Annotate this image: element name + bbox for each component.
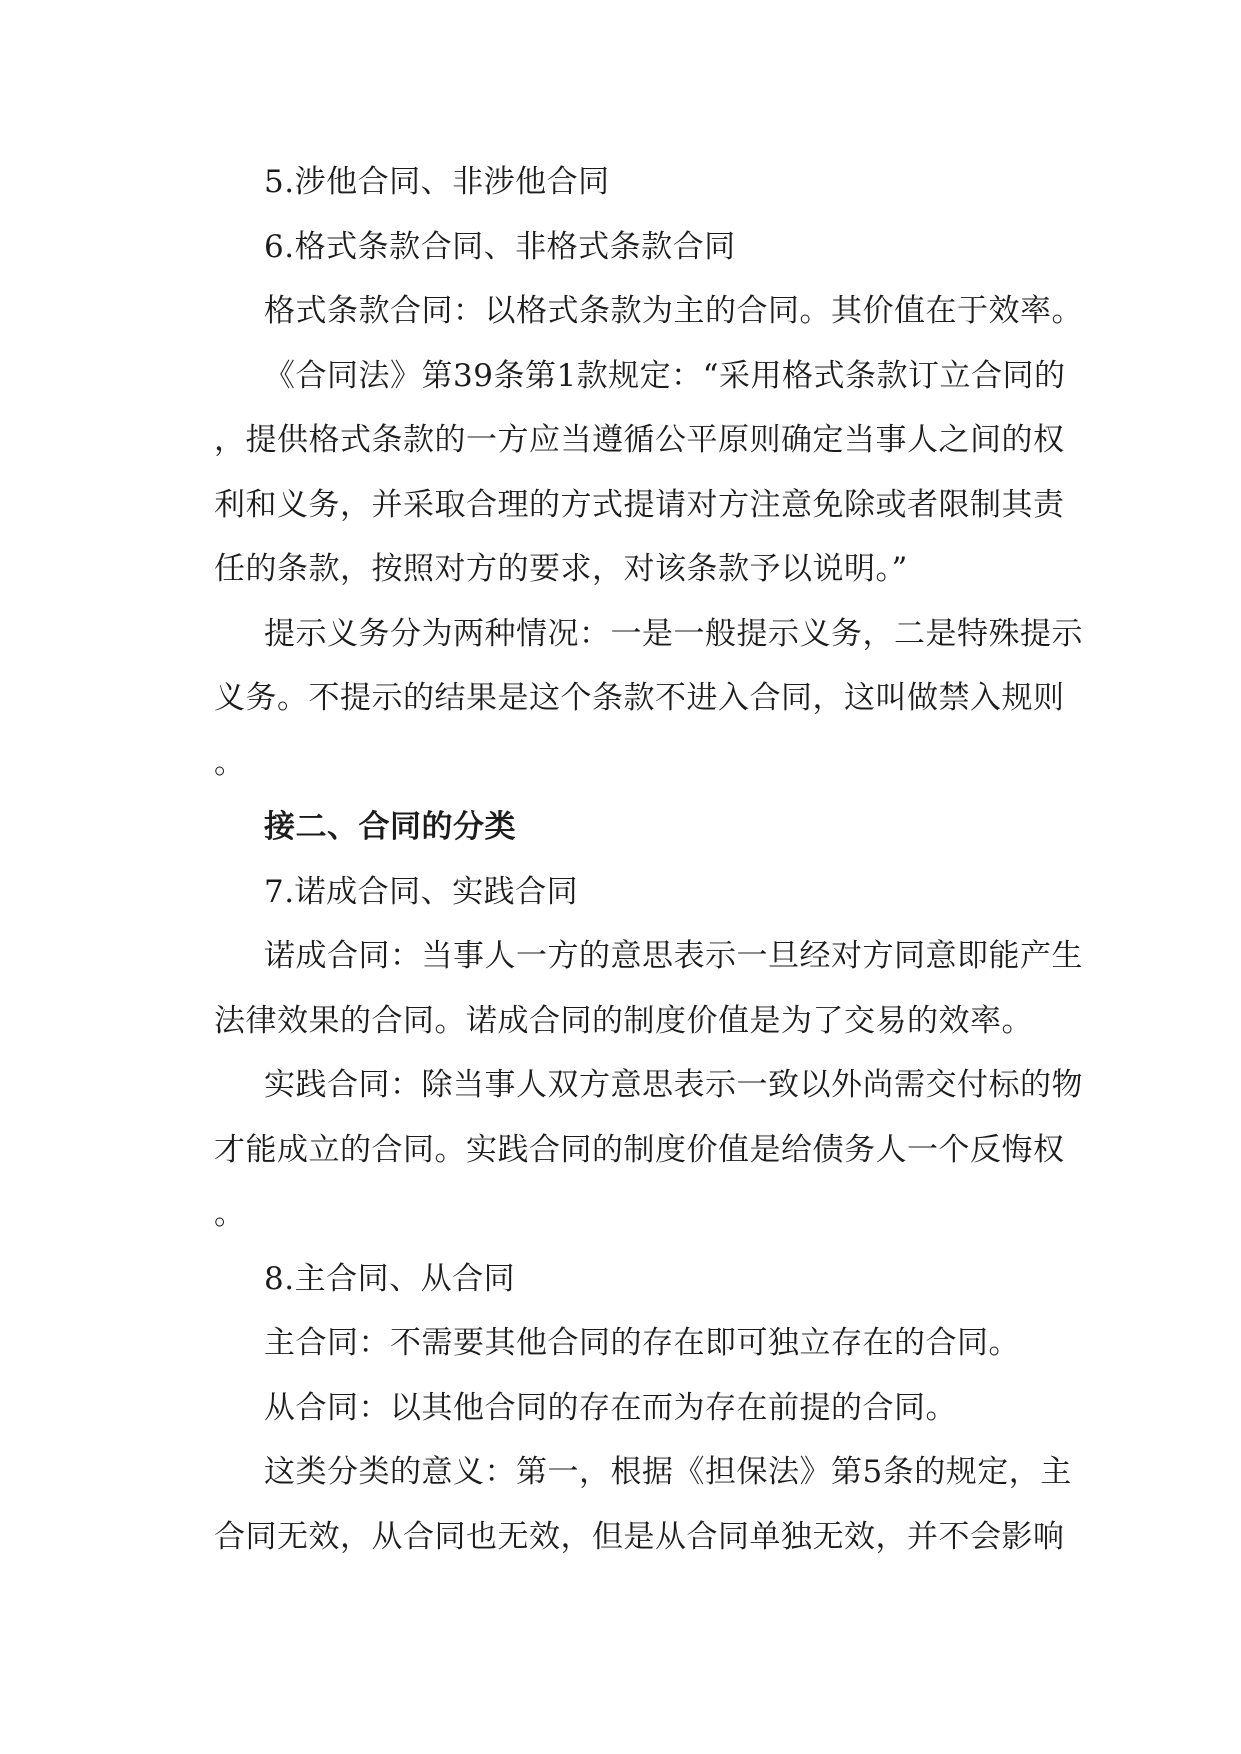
list-item-contract-type-6: 6.格式条款合同、非格式条款合同 xyxy=(264,228,736,265)
paragraph-contract-law-quote-line-1: 《合同法》第39条第1款规定：“采用格式条款订立合同的 xyxy=(264,357,1066,394)
paragraph-real-contract-line-3: 。 xyxy=(214,1196,246,1232)
paragraph-classification-significance-line-1: 这类分类的意义：第一，根据《担保法》第5条的规定，主 xyxy=(264,1454,1072,1490)
list-item-contract-type-7: 7.诺成合同、实践合同 xyxy=(264,873,579,910)
paragraph-consensual-contract-line-1: 诺成合同：当事人一方的意思表示一旦经对方同意即能产生 xyxy=(264,938,1083,974)
paragraph-notice-duty-line-1: 提示义务分为两种情况：一是一般提示义务，二是特殊提示 xyxy=(264,615,1083,652)
paragraph-consensual-contract-line-2: 法律效果的合同。诺成合同的制度价值是为了交易的效率。 xyxy=(214,1002,1033,1039)
paragraph-notice-duty-line-3: 。 xyxy=(214,744,246,781)
list-item-contract-type-5: 5.涉他合同、非涉他合同 xyxy=(264,164,610,200)
paragraph-classification-significance-line-2: 合同无效，从合同也无效，但是从合同单独无效，并不会影响 xyxy=(214,1518,1065,1555)
section-heading: 接二、合同的分类 xyxy=(264,809,516,845)
paragraph-contract-law-quote-line-4: 任的条款，按照对方的要求，对该条款予以说明。” xyxy=(214,551,908,587)
paragraph-standard-terms-definition: 格式条款合同：以格式条款为主的合同。其价值在于效率。 xyxy=(264,293,1083,329)
paragraph-notice-duty-line-2: 义务。不提示的结果是这个条款不进入合同，这叫做禁入规则 xyxy=(214,680,1065,716)
document-body xyxy=(214,150,1083,1569)
paragraph-contract-law-quote-line-3: 利和义务，并采取合理的方式提请对方注意免除或者限制其责 xyxy=(214,486,1065,523)
paragraph-real-contract-line-2: 才能成立的合同。实践合同的制度价值是给债务人一个反悔权 xyxy=(214,1131,1065,1168)
paragraph-contract-law-quote-line-2: ，提供格式条款的一方应当遵循公平原则确定当事人之间的权 xyxy=(214,422,1065,458)
paragraph-real-contract-line-1: 实践合同：除当事人双方意思表示一致以外尚需交付标的物 xyxy=(264,1067,1083,1103)
paragraph-accessory-contract-definition: 从合同：以其他合同的存在而为存在前提的合同。 xyxy=(264,1389,957,1426)
paragraph-main-contract-definition: 主合同：不需要其他合同的存在即可独立存在的合同。 xyxy=(264,1325,1020,1361)
list-item-contract-type-8: 8.主合同、从合同 xyxy=(264,1260,516,1297)
